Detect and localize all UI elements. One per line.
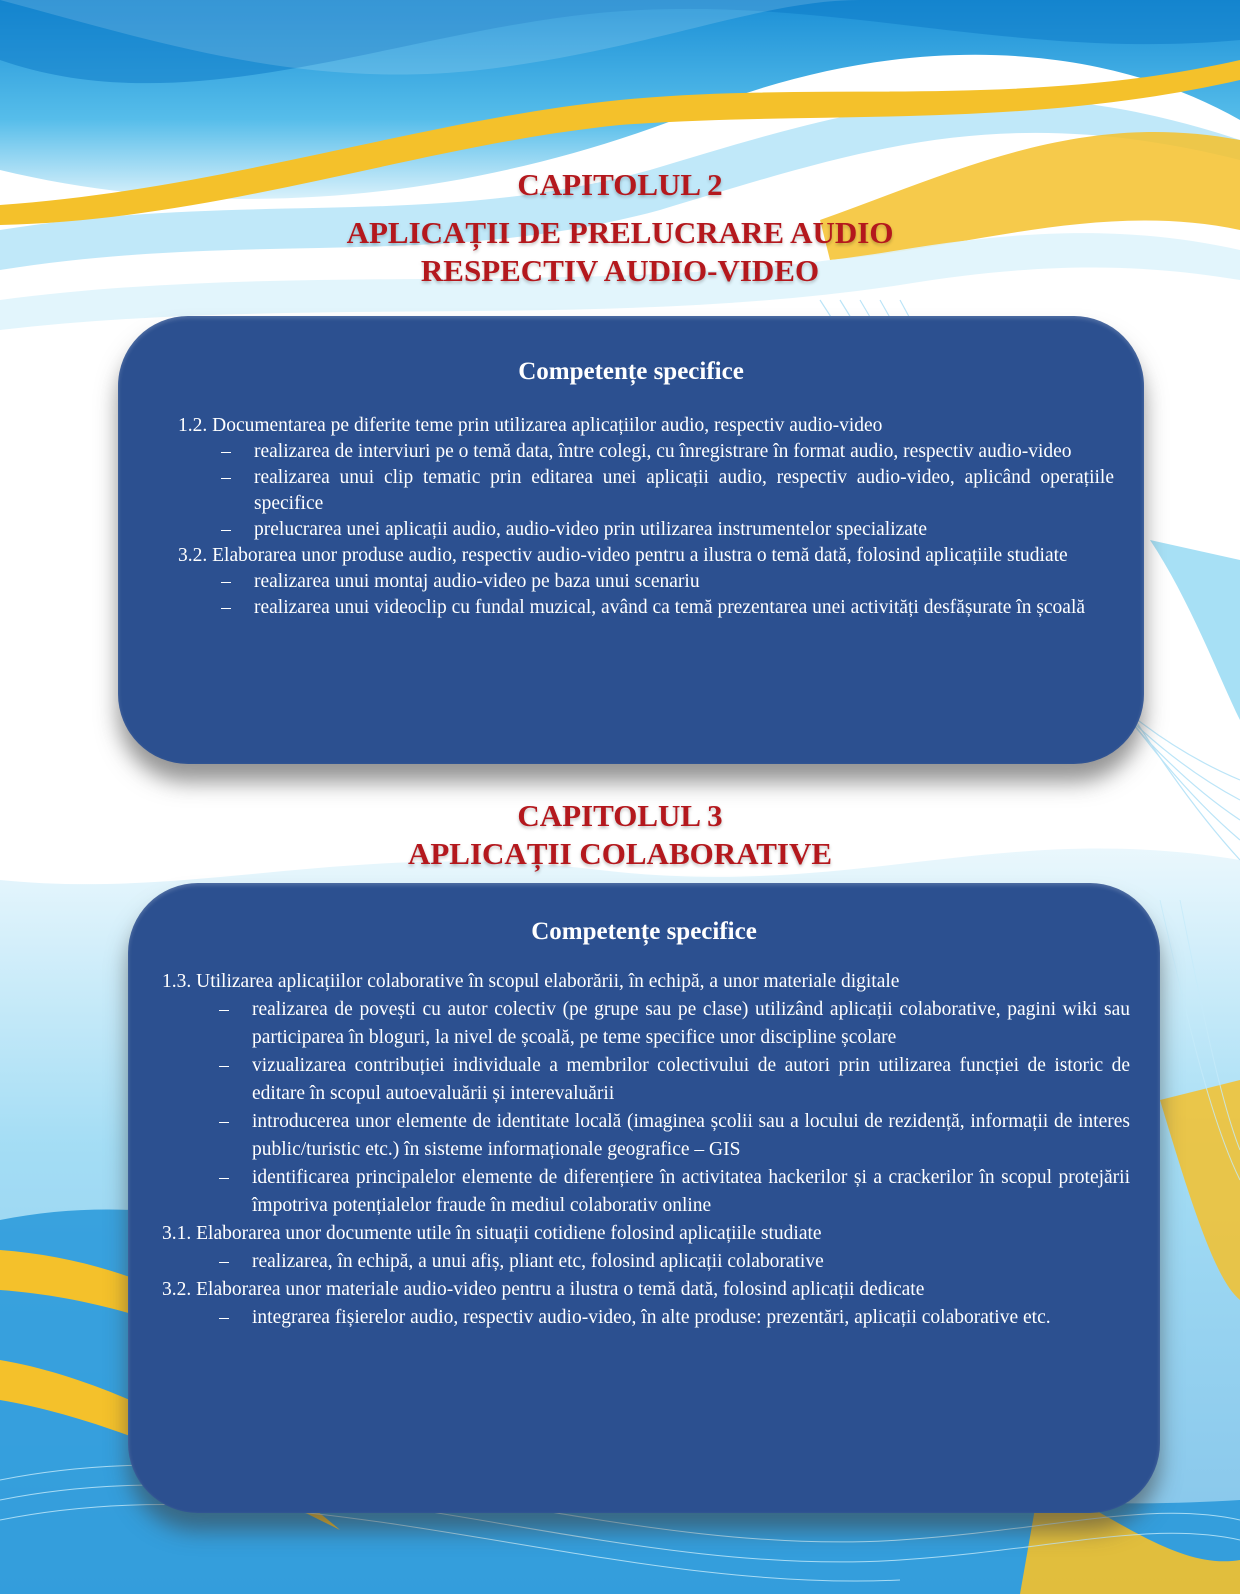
chapter-2-heading <box>0 166 1240 290</box>
dash-bullet-icon: – <box>221 571 231 592</box>
chapter-2-competence-list <box>118 387 1144 621</box>
activity-text: identificarea principalelor elemente de diferențiere în activitatea hackerilor și a crackerilor în scopul protejării împotriva potențialelor fraude în mediul colaborativ online <box>252 1167 1130 1216</box>
activity-list <box>162 1248 1130 1276</box>
chapter-3-heading <box>0 797 1240 873</box>
activity-item <box>219 1052 1130 1108</box>
competence-item <box>178 543 1114 621</box>
competence-item <box>178 413 1114 543</box>
competence-text: 1.2. Documentarea pe diferite teme prin utilizarea aplicațiilor audio, respectiv audio-video <box>178 415 883 436</box>
dash-bullet-icon: – <box>221 519 231 540</box>
activity-item <box>221 569 1114 595</box>
dash-bullet-icon: – <box>219 1111 229 1132</box>
activity-list <box>178 569 1114 621</box>
activity-text: realizarea unui clip tematic prin editarea unei aplicații audio, respectiv audio-video, aplicând operațiile specifice <box>254 467 1114 514</box>
activity-item <box>219 1108 1130 1164</box>
activity-item <box>221 595 1114 621</box>
activity-text: realizarea, în echipă, a unui afiș, pliant etc, folosind aplicații colaborative <box>252 1251 824 1272</box>
competence-text: 3.2. Elaborarea unor materiale audio-video pentru a ilustra o temă dată, folosind aplicații dedicate <box>162 1279 925 1300</box>
chapter-3-competences-box <box>128 883 1160 1513</box>
dash-bullet-icon: – <box>219 1055 229 1076</box>
activity-item <box>221 439 1114 465</box>
activity-text: realizarea de interviuri pe o temă data, între colegi, cu înregistrare în format audio, respectiv audio-video <box>254 441 1072 462</box>
competence-item <box>162 968 1130 1220</box>
activity-text: integrarea fișierelor audio, respectiv audio-video, în alte produse: prezentări, aplicații colaborative etc. <box>252 1307 1051 1328</box>
dash-bullet-icon: – <box>219 999 229 1020</box>
dash-bullet-icon: – <box>221 467 231 488</box>
dash-bullet-icon: – <box>221 597 231 618</box>
competence-item <box>162 1220 1130 1276</box>
dash-bullet-icon: – <box>219 1167 229 1188</box>
dash-bullet-icon: – <box>221 441 231 462</box>
activity-item <box>219 1164 1130 1220</box>
activity-text: introducerea unor elemente de identitate locală (imaginea școlii sau a locului de rezidență, informații de interes public/turistic etc.) în sisteme informaționale geografice – GIS <box>252 1111 1130 1160</box>
activity-list <box>162 996 1130 1220</box>
activity-list <box>178 439 1114 543</box>
competence-text: 3.1. Elaborarea unor documente utile în situații cotidiene folosind aplicațiile studiate <box>162 1223 822 1244</box>
chapter-3-title: APLICAȚII COLABORATIVE <box>407 836 833 871</box>
activity-list <box>162 1304 1130 1332</box>
activity-item <box>219 1304 1130 1332</box>
chapter-2-box-title: Competențe specifice <box>518 358 744 385</box>
chapter-2-title-line-2: RESPECTIV AUDIO-VIDEO <box>420 253 820 288</box>
competence-text: 3.2. Elaborarea unor produse audio, respectiv audio-video pentru a ilustra o temă dată, folosind aplicațiile studiate <box>178 545 1068 566</box>
dash-bullet-icon: – <box>219 1307 229 1328</box>
competence-item <box>162 1276 1130 1332</box>
activity-text: prelucrarea unei aplicații audio, audio-video prin utilizarea instrumentelor specializate <box>254 519 927 540</box>
activity-item <box>221 465 1114 517</box>
activity-text: realizarea unui montaj audio-video pe baza unui scenariu <box>254 571 700 592</box>
activity-item <box>219 996 1130 1052</box>
activity-item <box>221 517 1114 543</box>
chapter-3-number: CAPITOLUL 3 <box>517 798 723 833</box>
chapter-2-title-line-1: APLICAȚII DE PRELUCRARE AUDIO <box>346 215 894 250</box>
chapter-3-box-title: Competențe specifice <box>531 918 757 945</box>
activity-item <box>219 1248 1130 1276</box>
chapter-2-number: CAPITOLUL 2 <box>517 167 723 202</box>
dash-bullet-icon: – <box>219 1251 229 1272</box>
competence-text: 1.3. Utilizarea aplicațiilor colaborative în scopul elaborării, în echipă, a unor materiale digitale <box>162 971 900 992</box>
chapter-3-competence-list <box>128 947 1160 1332</box>
activity-text: realizarea unui videoclip cu fundal muzical, având ca temă prezentarea unei activități desfășurate în școală <box>254 597 1086 618</box>
activity-text: realizarea de povești cu autor colectiv (pe grupe sau pe clase) utilizând aplicații colaborative, pagini wiki sau participarea în bloguri, la nivel de școală, pe teme specifice unor discipline școlare <box>252 999 1130 1048</box>
chapter-2-competences-box <box>118 316 1144 764</box>
activity-text: vizualizarea contribuției individuale a membrilor colectivului de autori prin utilizarea funcției de istoric de editare în scopul autoevaluării și interevaluării <box>252 1055 1130 1104</box>
